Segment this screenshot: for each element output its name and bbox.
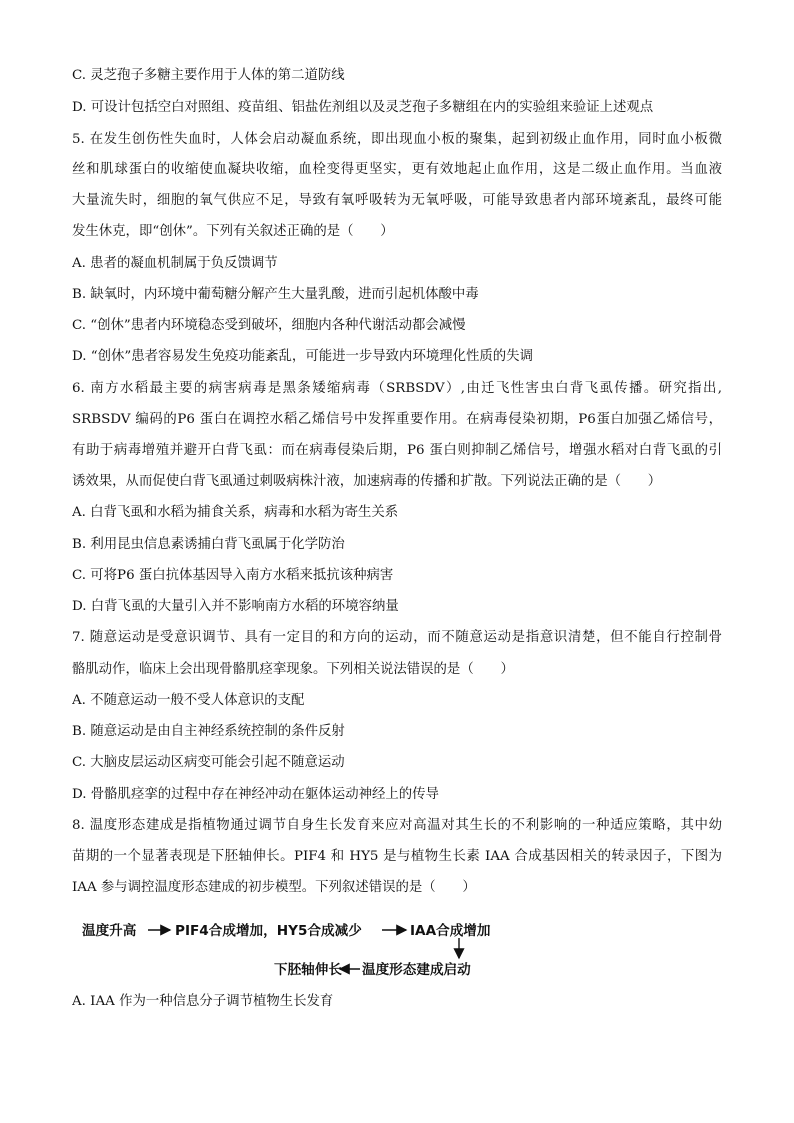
q7-option-b: B. 随意运动是由自主神经系统控制的条件反射: [72, 724, 345, 739]
q6-stem-line-4: 诱效果，从而促使白背飞虱通过刺吸病株汁液，加速病毒的传播和扩散。下列说法正确的是（ ）: [72, 474, 662, 489]
q7-stem-line-1: 7. 随意运动是受意识调节、具有一定目的和方向的运动，而不随意运动是指意识清楚，但不能自行控制骨: [72, 630, 722, 645]
q6-stem-line-2: SRBSDV 编码的P6 蛋白在调控水稻乙烯信号中发挥重要作用。在病毒侵染初期，P6蛋白加强乙烯信号，: [72, 412, 722, 427]
q6-option-b: B. 利用昆虫信息素诱捕白背飞虱属于化学防治: [72, 537, 345, 552]
q7-stem-line-2: 骼肌动作，临床上会出现骨骼肌痉挛现象。下列相关说法错误的是（ ）: [72, 662, 514, 677]
q5-option-a: A. 患者的凝血机制属于负反馈调节: [72, 256, 278, 271]
q8-option-a: A. IAA 作为一种信息分子调节植物生长发育: [72, 994, 334, 1009]
q6-option-c: C. 可将P6 蛋白抗体基因导入南方水稻来抵抗该种病害: [72, 568, 394, 583]
q4-option-c: C. 灵芝孢子多糖主要作用于人体的第二道防线: [72, 68, 345, 83]
q8-stem-line-2: 苗期的一个显著表现是下胚轴伸长。PIF4 和 HY5 是与植物生长素 IAA 合成基因相关的转录因子，下图为: [72, 849, 722, 864]
q7-option-c: C. 大脑皮层运动区病变可能会引起不随意运动: [72, 755, 345, 770]
q5-stem-line-2: 丝和肌球蛋白的收缩使血凝块收缩，血栓变得更坚实，更有效地起止血作用，这是二级止血作用。当血液: [72, 162, 722, 177]
q4-option-d: D. 可设计包括空白对照组、疫苗组、铝盐佐剂组以及灵芝孢子多糖组在内的实验组来验证上述观点: [72, 100, 654, 115]
q5-option-c: C. “创休”患者内环境稳态受到破坏，细胞内各种代谢活动都会减慢: [72, 318, 466, 333]
q7-option-d: D. 骨骼肌痉挛的过程中存在神经冲动在躯体运动神经上的传导: [72, 787, 439, 802]
q6-option-d: D. 白背飞虱的大量引入并不影响南方水稻的环境容纳量: [72, 599, 399, 614]
q5-stem-line-3: 大量流失时，细胞的氧气供应不足，导致有氧呼吸转为无氧呼吸，可能导致患者内部环境紊乱，最终可能: [72, 193, 722, 208]
q6-stem-line-1: 6. 南方水稻最主要的病害病毒是黑条矮缩病毒（SRBSDV）,由迁飞性害虫白背飞虱传播。研究指出,: [72, 381, 722, 396]
node-pif4-hy5: PIF4合成增加，HY5合成减少: [175, 923, 362, 939]
q6-option-a: A. 白背飞虱和水稻为捕食关系，病毒和水稻为寄生关系: [72, 505, 399, 520]
node-iaa-increase: IAA合成增加: [410, 923, 491, 939]
node-hypocotyl-elongation: 下胚轴伸长: [274, 962, 342, 978]
q5-option-b: B. 缺氧时，内环境中葡萄糖分解产生大量乳酸，进而引起机体酸中毒: [72, 287, 479, 302]
node-thermomorphogenesis-start: 温度形态建成启动: [362, 962, 471, 978]
q5-option-d: D. “创休”患者容易发生免疫功能紊乱，可能进一步导致内环境理化性质的失调: [72, 349, 533, 364]
q8-stem-line-1: 8. 温度形态建成是指植物通过调节自身生长发育来应对高温对其生长的不利影响的一种适应策略，其中幼: [72, 818, 722, 833]
node-temperature-rise: 温度升高: [82, 923, 137, 939]
q5-stem-line-4: 发生休克，即“创休”。下列有关叙述正确的是（ ）: [72, 224, 394, 239]
q6-stem-line-3: 有助于病毒增殖并避开白背飞虱：而在病毒侵染后期，P6 蛋白则抑制乙烯信号，增强水稻对白背飞虱的引: [72, 443, 722, 458]
q7-option-a: A. 不随意运动一般不受人体意识的支配: [72, 693, 305, 708]
q8-stem-line-3: IAA 参与调控温度形态建成的初步模型。下列叙述错误的是（ ）: [72, 880, 476, 895]
iaa-flow-diagram: [72, 916, 722, 988]
q5-stem-line-1: 5. 在发生创伤性失血时，人体会启动凝血系统，即出现血小板的聚集，起到初级止血作用，同时血小板微: [72, 132, 722, 147]
